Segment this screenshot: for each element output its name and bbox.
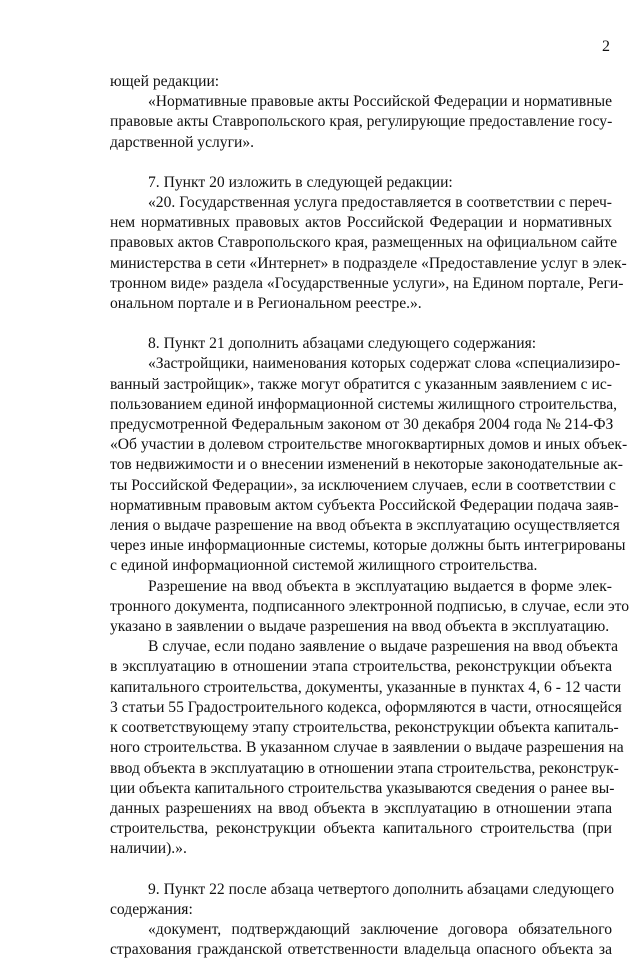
text-line: указано в заявлении о выдаче разрешения на ввод объекта в эксплуатацию. <box>110 618 610 636</box>
text-line: «20. Государственная услуга предоставляется в соответствии с переч- <box>148 194 612 212</box>
text-line: нормативным правовым актом субъекта Российской Федерации подача заяв- <box>110 496 619 514</box>
text-line: тов недвижимости и о внесении изменений в некоторые законодательные ак- <box>110 456 623 474</box>
text-line: нем нормативных правовых актов Российской Федерации и нормативных <box>110 214 612 232</box>
text-line: ления о выдаче разрешение на ввод объекта в эксплуатацию осуществляется <box>110 517 620 535</box>
text-block <box>110 334 630 859</box>
text-line: Разрешение на ввод объекта в эксплуатацию выдается в форме элек- <box>148 577 612 595</box>
text-line: ции объекта капитального строительства указываются сведения о ранее вы- <box>110 779 615 797</box>
text-line: капитального строительства, документы, указанные в пунктах 4, 6 - 12 части <box>110 678 622 696</box>
text-line: министерства в сети «Интернет» в подразделе «Предоставление услуг в элек- <box>110 254 627 272</box>
text-line: данных разрешениях на ввод объекта в эксплуатацию в отношении этапа <box>110 799 612 817</box>
text-line: 3 статьи 55 Градостроительного кодекса, оформляются в части, относящейся <box>110 698 622 716</box>
text-line: 8. Пункт 21 дополнить абзацами следующего содержания: <box>148 335 537 353</box>
text-line: «документ, подтверждающий заключение договора обязательного <box>148 920 612 938</box>
paragraph-gap <box>110 153 612 173</box>
text-line: в эксплуатацию в отношении этапа строительства, реконструкции объекта <box>110 658 612 676</box>
document-body <box>110 72 630 960</box>
text-line: ональном портале и в Региональном реестре.». <box>110 295 422 313</box>
text-line: через иные информационные системы, которые должны быть интегрированы <box>110 537 626 555</box>
text-line: «Нормативные правовые акты Российской Федерации и нормативные <box>148 93 612 111</box>
text-line: ющей редакции: <box>110 73 220 90</box>
text-line: дарственной услуги». <box>110 133 255 151</box>
text-line: правовые акты Ставропольского края, регулирующие предоставление госу- <box>110 113 613 131</box>
text-line: тронного документа, подписанного электронной подписью, в случае, если это <box>110 597 630 615</box>
text-line: пользованием единой информационной системы жилищного строительства, <box>110 395 618 413</box>
text-line: правовых актов Ставропольского края, размещенных на официальном сайте <box>110 234 618 252</box>
text-line: строительства, реконструкции объекта капитального строительства (при <box>110 820 612 838</box>
text-line: страхования гражданской ответственности владельца опасного объекта за <box>110 941 612 959</box>
text-block <box>110 880 615 960</box>
paragraph-gap <box>110 314 612 334</box>
text-line: В случае, если подано заявление о выдаче разрешения на ввод объекта <box>148 638 619 656</box>
text-line: ввод объекта в эксплуатацию в отношении этапа строительства, реконструк- <box>110 759 619 777</box>
text-line: тронном виде» раздела «Государственные услуги», на Едином портале, Реги- <box>110 274 624 292</box>
text-line: содержания: <box>110 900 193 918</box>
text-line: ванный застройщик», также могут обратится с указанным заявлением с ис- <box>110 375 612 393</box>
text-line: 7. Пункт 20 изложить в следующей редакции: <box>148 173 453 191</box>
text-line: с единой информационной системой жилищного строительства. <box>110 557 538 575</box>
text-line: 9. Пункт 22 после абзаца четвертого дополнить абзацами следующего <box>148 880 615 898</box>
text-line: наличии).». <box>110 840 187 858</box>
text-block <box>110 173 627 314</box>
text-line: «Об участии в долевом строительстве многоквартирных домов и иных объек- <box>110 436 628 454</box>
text-line: «Застройщики, наименования которых содержат слова «специализиро- <box>148 355 621 373</box>
text-line: ного строительства. В указанном случае в заявлении о выдаче разрешения на <box>110 739 624 757</box>
text-line: ты Российской Федерации», за исключением случаев, если в соответствии с <box>110 476 616 494</box>
text-block <box>110 72 612 153</box>
text-line: предусмотренной Федеральным законом от 30 декабря 2004 года № 214-ФЗ <box>110 416 614 434</box>
paragraph-gap <box>110 860 612 880</box>
text-line: к соответствующему этапу строительства, реконструкции объекта капиталь- <box>110 719 619 737</box>
page-number: 2 <box>602 38 610 55</box>
